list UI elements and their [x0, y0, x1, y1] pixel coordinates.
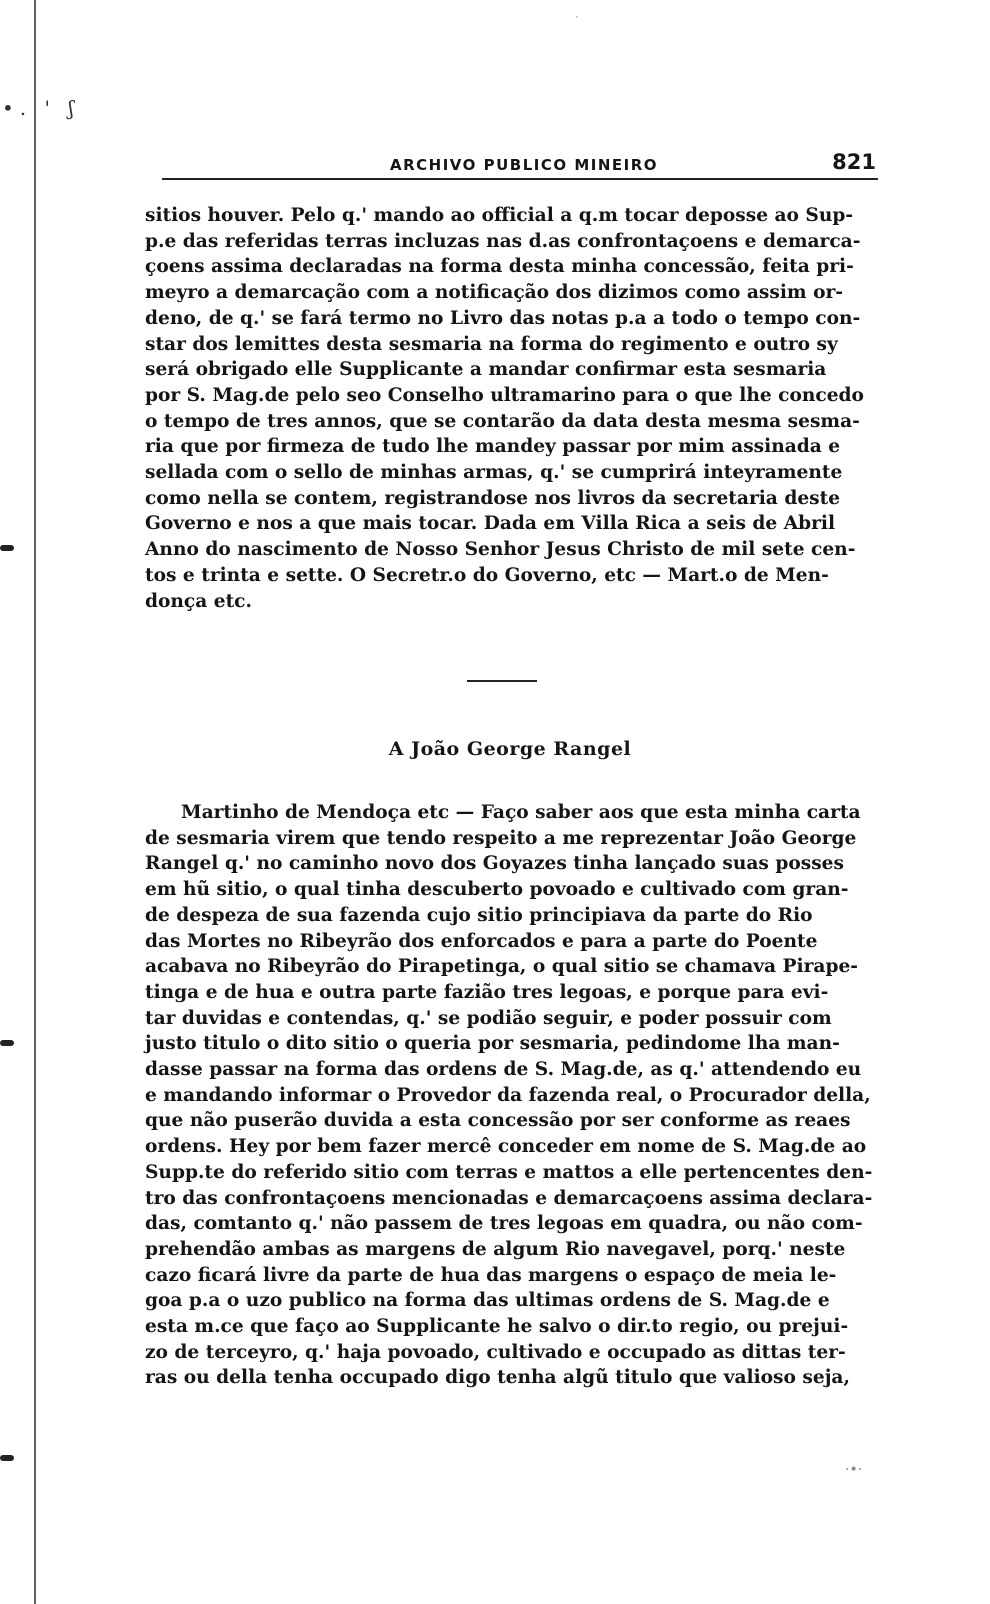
header-title: ARCHIVO PUBLICO MINEIRO — [390, 156, 659, 174]
section-divider — [467, 680, 537, 682]
ink-smudge: ·•· — [845, 1462, 863, 1478]
section-heading: A João George Rangel — [388, 738, 632, 760]
edge-mark — [0, 545, 14, 551]
paper-speck: · — [575, 10, 579, 24]
binding-edge — [34, 0, 36, 1604]
continued-text — [145, 203, 880, 614]
edge-mark — [0, 1455, 14, 1461]
paragraph-body: Martinho de Mendoça etc — Faço saber aos que esta minha carta de sesmaria virem que tendo respeito a me reprezentar João George Rangel q.' no caminho novo dos Goyazes tinha lançado suas posses em hũ sitio, o qual tinha descuberto povoado e cultivado com gran- de despeza de sua fazenda cujo sitio principiava da parte do Rio das Mortes no Ribeyrão dos enforcados e para a parte do Poente acabava no Ribeyrão do Pirapetinga, o qual sitio se chamava Pirape- tinga e de hua e outra parte fazião tres legoas, e porque para evi- tar duvidas e contendas, q.' se podião seguir, e poder possuir com justo titulo o dito sitio o queria por sesmaria, pedindome lha man- dasse passar na forma das ordens de S. Mag.de, as q.' attendendo eu e mandando informar o Provedor da fazenda real, o Procurador della, que não puserão duvida a esta concessão por ser conforme as reaes ordens. Hey por bem fazer mercê conceder em nome de S. Mag.de ao Supp.te do referido sitio com terras e mattos a elle pertencentes den- tro das confrontaçoens mencionadas e demarcaçoens assima declara- das, comtanto q.' não passem de tres legoas em quadra, ou não com- prehendão ambas as margens de algum Rio navegavel, porq.' neste cazo ficará livre da parte de hua das margens o espaço de meia le- goa p.a o uzo publico na forma das ultimas ordens de S. Mag.de e esta m.ce que faço ao Supplicante he salvo o dir.to regio, ou prejui- zo de terceyro, q.' haja povoado, cultivado e occupado as dittas ter- ras ou della tenha occupado digo tenha algũ titulo que valioso seja, — [145, 802, 873, 1389]
section-body — [145, 800, 880, 1391]
edge-mark — [0, 1040, 14, 1046]
running-header — [160, 150, 880, 190]
margin-marks: •. ' ʃ — [2, 96, 80, 120]
paragraph-continuation: sitios houver. Pelo q.' mando ao official a q.m tocar deposse ao Sup- p.e das referidas terras incluzas nas d.as confrontaçoens e demarca- çoens assima declaradas na forma desta minha concessão, feita pri- meyro a demarcação com a notificação dos dizimos como assim or- deno, de q.' se fará termo no Livro das notas p.a a todo o tempo con- star dos lemittes desta sesmaria na forma do regimento e outro sy será obrigado elle Supplicante a mandar confirmar esta sesmaria por S. Mag.de pelo seo Conselho ultramarino para o que lhe concedo o tempo de tres annos, que se contarão da data desta mesma sesma- ria que por firmeza de tudo lhe mandey passar por mim assinada e sellada com o sello de minhas armas, q.' se cumprirá inteyramente como nella se contem, registrandose nos livros da secretaria deste Governo e nos a que mais tocar. Dada em Villa Rica a seis de Abril Anno do nascimento de Nosso Senhor Jesus Christo de mil sete cen- tos e trinta e sette. O Secretr.o do Governo, etc — Mart.o de Men- donça etc. — [145, 205, 864, 612]
header-rule — [162, 178, 878, 180]
page-number: 821 — [832, 150, 876, 174]
